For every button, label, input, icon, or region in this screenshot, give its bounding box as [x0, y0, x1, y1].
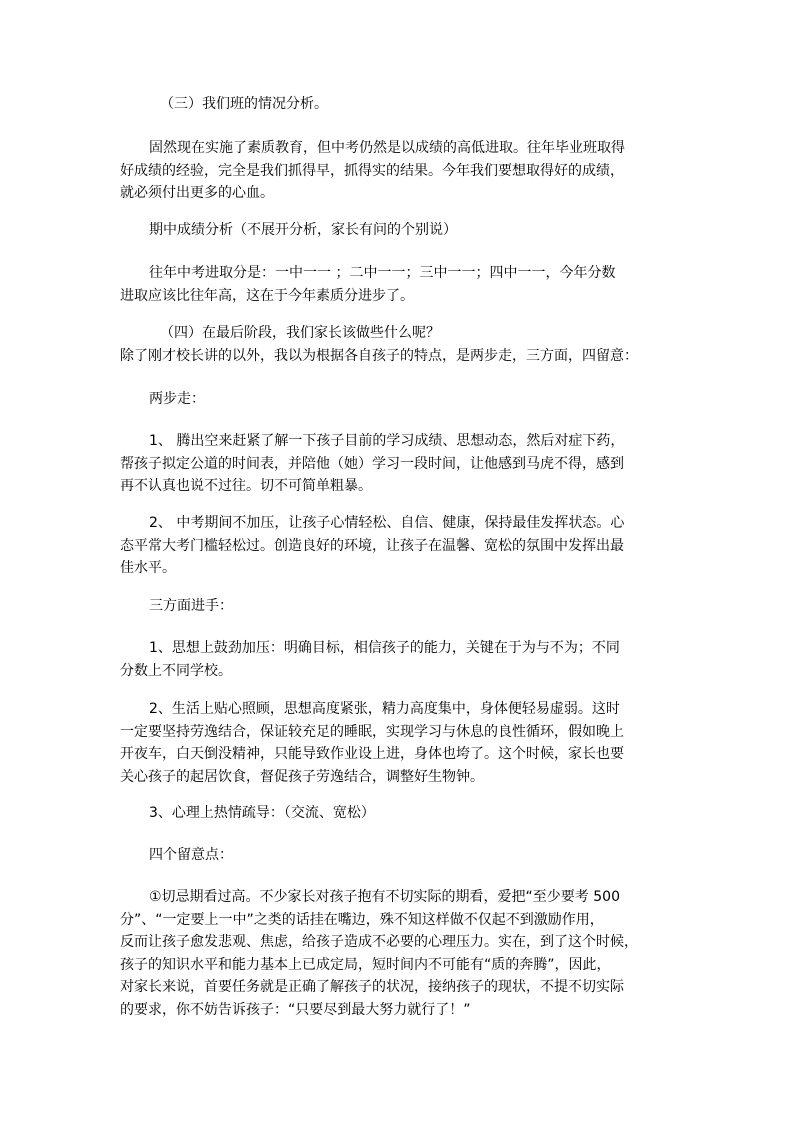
text-line: 帮孩子拟定公道的时间表，并陪他（她）学习一段时间，让他感到马虎不得，感到 [120, 455, 624, 472]
text-line: （四）在最后阶段，我们家长该做些什么呢？ [160, 325, 440, 341]
paragraph-analysis [120, 137, 690, 205]
text-line: 3、心理上热情疏导：（交流、宽松） [149, 805, 375, 821]
text-line: 分数上不同学校。 [120, 662, 232, 679]
text-line: 进取应该比往年高，这在于今年素质分进步了。 [120, 287, 414, 304]
text-line: 就必须付出更多的心血。 [120, 185, 274, 201]
paragraph-scores [120, 262, 690, 307]
text-line: ①切忌期看过高。不少家长对孩子抱有不切实际的期看，爱把“至少要考 500 [149, 889, 620, 905]
text-line: 佳水平。 [120, 560, 176, 576]
heading-four-points [120, 844, 690, 867]
text-line: 分”、“一定要上一中”之类的话挂在嘴边，殊不知这样做不仅起不到激励作用， [120, 911, 604, 928]
text-line: 2、 中考期间不加压，让孩子心情轻松、自信、健康，保持最佳发挥状态。心 [149, 515, 625, 531]
paragraph-step-1 [120, 430, 690, 498]
text-line: 两步走： [149, 391, 205, 407]
paragraph-aspect-3 [120, 802, 690, 825]
paragraph-aspect-2 [120, 698, 690, 788]
text-line: 对家长来说，首要任务就是正确了解孩子的状况，接纳孩子的现状，不提不切实际 [120, 979, 624, 995]
text-line: 1、思想上鼓劲加压：明确目标，相信孩子的能力，关键在于为与不为；不同 [149, 640, 620, 656]
text-line: 一定要坚持劳逸结合，保证较充足的睡眠，实现学习与休息的良性循环，假如晚上 [120, 723, 624, 740]
text-line: 孩子的知识水平和能力基本上已成定局，短时间内不可能有“质的奔腾”，因此， [120, 956, 611, 973]
paragraph-point-1 [120, 886, 690, 1021]
text-line: 反而让孩子愈发悲观、焦虑，给孩子造成不必要的心理压力。实在，到了这个时候， [120, 934, 638, 950]
text-line: （三）我们班的情况分析。 [160, 96, 328, 112]
heading-three-aspects [120, 595, 690, 618]
text-line: 四个留意点： [149, 847, 233, 863]
section-heading-3 [120, 93, 690, 116]
text-line: 态平常大考门槛轻松过。创造良好的环境，让孩子在温馨、宽松的氛围中发挥出最 [120, 537, 624, 554]
heading-two-steps [120, 388, 690, 411]
text-line: 1、 腾出空来赶紧了解一下孩子目前的学习成绩、思想动态，然后对症下药， [149, 433, 625, 449]
paragraph-midterm [120, 219, 690, 242]
text-line: 2、生活上贴心照顾，思想高度紧张，精力高度集中，身体便轻易虚弱。这时 [149, 701, 620, 717]
text-line: 除了刚才校长讲的以外，我以为根据各自孩子的特点，是两步走，三方面，四留意： [120, 347, 638, 364]
text-line: 再不认真也说不过往。切不可简单粗暴。 [120, 478, 372, 494]
text-line: 的要求，你不妨告诉孩子：“只要尽到最大努力就行了！” [120, 1001, 471, 1018]
paragraph-aspect-1 [120, 637, 690, 682]
text-line: 期中成绩分析（不展开分析，家长有问的个别说） [149, 222, 457, 238]
text-line: 好成绩的经验，完全是我们抓得早，抓得实的结果。今年我们要想取得好的成绩， [120, 162, 624, 179]
section-heading-4 [120, 322, 690, 367]
text-line: 往年中考进取分是：一中一一 ；二中一一；三中一一；四中一一，今年分数 [149, 265, 616, 281]
text-line: 开夜车，白天倒没精神，只能导致作业设上进，身体也垮了。这个时候，家长也要 [120, 746, 624, 762]
paragraph-step-2 [120, 512, 690, 580]
text-line: 三方面进手： [149, 598, 233, 614]
text-line: 固然现在实施了素质教育，但中考仍然是以成绩的高低进取。往年毕业班取得 [149, 140, 625, 156]
text-line: 关心孩子的起居饮食，督促孩子劳逸结合，调整好生物钟。 [120, 768, 484, 785]
